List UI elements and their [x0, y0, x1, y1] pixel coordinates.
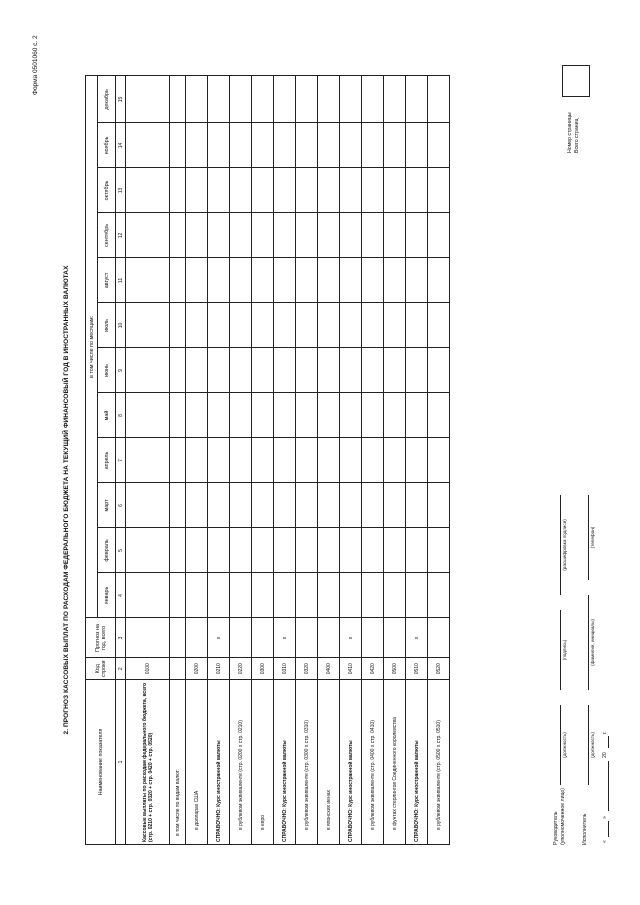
month-value-cell	[384, 213, 406, 258]
row-code: 0200	[186, 658, 208, 680]
month-value-cell	[170, 573, 186, 618]
month-value-cell	[126, 258, 170, 303]
month-value-cell	[126, 76, 170, 123]
date-year-suffix: г.	[602, 731, 608, 734]
month-value-cell	[318, 123, 340, 168]
month-value-cell	[170, 76, 186, 123]
month-value-cell	[296, 213, 318, 258]
month-value-cell	[208, 213, 230, 258]
column-number: 3	[116, 618, 126, 658]
month-value-cell	[340, 528, 362, 573]
month-value-cell	[230, 76, 252, 123]
month-value-cell	[208, 168, 230, 213]
month-value-cell	[126, 213, 170, 258]
column-number: 5	[116, 528, 126, 573]
head-signature-line	[560, 610, 561, 690]
month-value-cell	[208, 438, 230, 483]
month-value-cell	[340, 573, 362, 618]
month-value-cell	[384, 303, 406, 348]
month-value-cell	[170, 528, 186, 573]
month-value-cell	[252, 76, 274, 123]
row-label: СПРАВОЧНО: Курс иностранной валюты	[406, 680, 428, 845]
month-value-cell	[126, 168, 170, 213]
month-value-cell	[384, 393, 406, 438]
column-number: 12	[116, 213, 126, 258]
table-row	[340, 76, 362, 845]
month-value-cell	[186, 213, 208, 258]
executor-name-caption: (фамилия, инициалы)	[590, 619, 595, 666]
month-value-cell	[340, 348, 362, 393]
month-value-cell	[384, 483, 406, 528]
month-value-cell	[186, 393, 208, 438]
month-value-cell	[296, 303, 318, 348]
month-value-cell	[362, 76, 384, 123]
date-year-line	[608, 736, 609, 748]
month-value-cell	[384, 438, 406, 483]
table-row	[296, 76, 318, 845]
month-value-cell	[208, 483, 230, 528]
month-value-cell	[296, 168, 318, 213]
row-label: в рублевом эквиваленте (стр. 0200 х стр. 0210)	[230, 680, 252, 845]
month-value-cell	[170, 258, 186, 303]
month-value-cell	[170, 393, 186, 438]
month-header: декабрь	[98, 76, 116, 123]
row-label: в фунтах стерлингов Соединенного королевства	[384, 680, 406, 845]
column-number: 2	[116, 658, 126, 680]
row-code: 0420	[362, 658, 384, 680]
month-header: сентябрь	[98, 213, 116, 258]
month-header: июль	[98, 303, 116, 348]
table-row	[230, 76, 252, 845]
month-value-cell	[230, 573, 252, 618]
col-forecast-header: Прогноз на год, всего	[86, 618, 116, 658]
month-value-cell	[318, 483, 340, 528]
month-value-cell	[126, 573, 170, 618]
month-value-cell	[406, 213, 428, 258]
month-value-cell	[384, 76, 406, 123]
month-value-cell	[252, 483, 274, 528]
month-value-cell	[186, 348, 208, 393]
month-value-cell	[296, 258, 318, 303]
month-value-cell	[384, 528, 406, 573]
month-value-cell	[318, 528, 340, 573]
month-value-cell	[362, 438, 384, 483]
month-value-cell	[274, 528, 296, 573]
head-signature-caption: (подпись)	[562, 639, 567, 661]
month-value-cell	[406, 528, 428, 573]
month-value-cell	[170, 123, 186, 168]
month-value-cell	[170, 438, 186, 483]
month-value-cell	[170, 213, 186, 258]
month-value-cell	[318, 348, 340, 393]
table-row	[170, 76, 186, 845]
month-value-cell	[230, 168, 252, 213]
month-value-cell	[384, 573, 406, 618]
month-value-cell	[170, 303, 186, 348]
month-value-cell	[126, 438, 170, 483]
row-code: 0100	[126, 658, 170, 680]
month-value-cell	[230, 528, 252, 573]
month-value-cell	[406, 573, 428, 618]
head-decode-caption: (расшифровка подписи)	[562, 519, 567, 571]
month-value-cell	[406, 348, 428, 393]
table-row	[318, 76, 340, 845]
month-value-cell	[274, 76, 296, 123]
row-code: 0500	[384, 658, 406, 680]
month-value-cell	[406, 483, 428, 528]
month-header: июнь	[98, 348, 116, 393]
table-row	[252, 76, 274, 845]
row-label: в рублевом эквиваленте (стр. 0500 х стр. 0510)	[428, 680, 450, 845]
month-value-cell	[362, 213, 384, 258]
month-value-cell	[274, 438, 296, 483]
month-value-cell	[208, 258, 230, 303]
column-number: 11	[116, 258, 126, 303]
col-code-header: Код строки	[86, 658, 116, 680]
month-value-cell	[340, 213, 362, 258]
row-code: 0320	[296, 658, 318, 680]
head-sub: (уполномоченное лицо)	[560, 788, 566, 845]
month-value-cell	[428, 76, 450, 123]
column-number: 15	[116, 76, 126, 123]
month-value-cell	[274, 123, 296, 168]
month-value-cell	[362, 123, 384, 168]
month-value-cell	[230, 258, 252, 303]
table-row	[406, 76, 428, 845]
month-value-cell	[230, 303, 252, 348]
month-value-cell	[230, 393, 252, 438]
date-open-quote: «	[602, 840, 608, 843]
month-value-cell	[252, 303, 274, 348]
month-value-cell	[406, 438, 428, 483]
page-number-box	[562, 65, 590, 97]
month-value-cell	[252, 393, 274, 438]
row-code: 0220	[230, 658, 252, 680]
row-code: 0520	[428, 658, 450, 680]
month-value-cell	[126, 528, 170, 573]
row-label: в рублевом эквиваленте (стр. 0300 х стр. 0310)	[296, 680, 318, 845]
month-value-cell	[296, 76, 318, 123]
month-value-cell	[296, 348, 318, 393]
column-number: 10	[116, 303, 126, 348]
column-number: 13	[116, 168, 126, 213]
month-value-cell	[340, 438, 362, 483]
column-number: 14	[116, 123, 126, 168]
month-value-cell	[296, 573, 318, 618]
month-value-cell	[186, 258, 208, 303]
month-value-cell	[406, 123, 428, 168]
month-value-cell	[170, 168, 186, 213]
month-header: февраль	[98, 528, 116, 573]
month-value-cell	[186, 528, 208, 573]
row-forecast	[384, 618, 406, 658]
month-header: январь	[98, 573, 116, 618]
month-value-cell	[208, 123, 230, 168]
month-value-cell	[362, 258, 384, 303]
row-label: в долларах США	[186, 680, 208, 845]
column-number: 9	[116, 348, 126, 393]
month-value-cell	[170, 483, 186, 528]
month-value-cell	[252, 123, 274, 168]
row-label: в японских иенах	[318, 680, 340, 845]
month-value-cell	[274, 213, 296, 258]
month-value-cell	[384, 123, 406, 168]
row-forecast	[170, 618, 186, 658]
month-value-cell	[186, 123, 208, 168]
table-row	[208, 76, 230, 845]
month-value-cell	[318, 393, 340, 438]
executor-phone-line	[588, 495, 589, 580]
month-value-cell	[230, 123, 252, 168]
month-value-cell	[384, 168, 406, 213]
month-value-cell	[186, 303, 208, 348]
month-value-cell	[252, 528, 274, 573]
month-value-cell	[362, 528, 384, 573]
table-row	[384, 76, 406, 845]
month-value-cell	[208, 393, 230, 438]
month-value-cell	[406, 168, 428, 213]
page-number-label: Номер страницы	[567, 112, 573, 153]
date-close-quote: »	[602, 816, 608, 819]
date-day-line	[608, 821, 609, 837]
month-value-cell	[406, 76, 428, 123]
month-value-cell	[186, 573, 208, 618]
month-value-cell	[208, 573, 230, 618]
month-value-cell	[252, 573, 274, 618]
row-label: в евро	[252, 680, 274, 845]
month-value-cell	[274, 393, 296, 438]
month-value-cell	[340, 168, 362, 213]
month-value-cell	[340, 303, 362, 348]
month-value-cell	[296, 483, 318, 528]
month-value-cell	[274, 258, 296, 303]
month-value-cell	[406, 393, 428, 438]
row-code: 0210	[208, 658, 230, 680]
head-position-caption: (должность)	[562, 732, 567, 758]
month-value-cell	[126, 348, 170, 393]
month-value-cell	[406, 303, 428, 348]
table-row	[362, 76, 384, 845]
column-number: 4	[116, 573, 126, 618]
month-value-cell	[230, 483, 252, 528]
executor-position-line	[588, 705, 589, 785]
month-value-cell	[362, 168, 384, 213]
row-code: 0410	[340, 658, 362, 680]
row-label: СПРАВОЧНО: Курс иностранной валюты	[208, 680, 230, 845]
row-forecast	[230, 618, 252, 658]
month-value-cell	[296, 528, 318, 573]
row-forecast	[318, 618, 340, 658]
month-value-cell	[274, 483, 296, 528]
row-code: 0300	[252, 658, 274, 680]
month-header: апрель	[98, 438, 116, 483]
month-value-cell	[428, 573, 450, 618]
month-value-cell	[428, 528, 450, 573]
month-value-cell	[340, 483, 362, 528]
month-header: ноябрь	[98, 123, 116, 168]
month-value-cell	[362, 393, 384, 438]
month-header: октябрь	[98, 168, 116, 213]
row-label: СПРАВОЧНО: Курс иностранной валюты	[274, 680, 296, 845]
forecast-table	[85, 75, 450, 845]
month-value-cell	[318, 573, 340, 618]
month-value-cell	[362, 348, 384, 393]
row-forecast: х	[340, 618, 362, 658]
month-value-cell	[384, 348, 406, 393]
month-value-cell	[340, 258, 362, 303]
month-value-cell	[318, 438, 340, 483]
month-value-cell	[384, 258, 406, 303]
month-value-cell	[186, 483, 208, 528]
row-code: 0510	[406, 658, 428, 680]
month-value-cell	[428, 483, 450, 528]
month-value-cell	[318, 303, 340, 348]
month-value-cell	[296, 393, 318, 438]
month-value-cell	[340, 123, 362, 168]
column-number: 1	[116, 680, 126, 845]
month-value-cell	[252, 348, 274, 393]
month-value-cell	[126, 303, 170, 348]
column-number: 7	[116, 438, 126, 483]
executor-position-caption: (должность)	[590, 732, 595, 758]
month-value-cell	[318, 76, 340, 123]
table-row	[428, 76, 450, 845]
month-value-cell	[274, 348, 296, 393]
column-number: 8	[116, 393, 126, 438]
month-value-cell	[208, 528, 230, 573]
month-value-cell	[428, 393, 450, 438]
month-value-cell	[208, 76, 230, 123]
executor-name-line	[588, 595, 589, 690]
row-forecast: х	[274, 618, 296, 658]
month-value-cell	[252, 258, 274, 303]
head-decode-line	[560, 495, 561, 595]
col-name-header: Наименование показателя	[86, 680, 116, 845]
row-code: 0310	[274, 658, 296, 680]
date-year-prefix: 20	[602, 752, 608, 758]
month-value-cell	[318, 213, 340, 258]
month-value-cell	[230, 348, 252, 393]
month-value-cell	[126, 123, 170, 168]
row-forecast	[296, 618, 318, 658]
month-value-cell	[362, 483, 384, 528]
page-title: 2. ПРОГНОЗ КАССОВЫХ ВЫПЛАТ ПО РАСХОДАМ ФЕДЕРАЛЬНОГО БЮДЖЕТА НА ТЕКУЩИЙ ФИНАНСОВЫЙ ГОД В ИНОСТРАННЫХ ВАЛЮТАХ	[63, 265, 70, 735]
month-value-cell	[428, 258, 450, 303]
month-value-cell	[340, 393, 362, 438]
row-forecast: х	[208, 618, 230, 658]
month-value-cell	[296, 123, 318, 168]
month-value-cell	[208, 348, 230, 393]
row-label: СПРАВОЧНО: Курс иностранной валюты	[340, 680, 362, 845]
month-value-cell	[186, 76, 208, 123]
month-value-cell	[252, 438, 274, 483]
month-header: март	[98, 483, 116, 528]
table-row	[186, 76, 208, 845]
month-header: май	[98, 393, 116, 438]
month-value-cell	[318, 168, 340, 213]
executor-phone-caption: (телефон)	[590, 526, 595, 549]
month-value-cell	[340, 76, 362, 123]
month-value-cell	[230, 213, 252, 258]
head-label: Руководитель	[553, 811, 559, 845]
row-label: в рублевом эквиваленте (стр. 0400 х стр. 0410)	[362, 680, 384, 845]
month-value-cell	[296, 438, 318, 483]
row-forecast: х	[406, 618, 428, 658]
month-value-cell	[274, 303, 296, 348]
month-value-cell	[406, 258, 428, 303]
month-value-cell	[428, 438, 450, 483]
row-forecast	[126, 618, 170, 658]
row-label: в том числе по видам валют:	[170, 680, 186, 845]
total-pages-label: Всего страниц	[574, 118, 580, 153]
month-value-cell	[252, 168, 274, 213]
month-value-cell	[126, 483, 170, 528]
month-value-cell	[208, 303, 230, 348]
head-position-line	[560, 705, 561, 785]
month-value-cell	[362, 303, 384, 348]
months-group-header: в том числе по месяцам:	[86, 76, 98, 618]
row-label: Кассовые выплаты по расходам федерального бюджета, всего (стр. 0210 + стр. 0320 + стр. 0420 + стр. 0520)	[126, 680, 170, 845]
month-value-cell	[428, 348, 450, 393]
row-code: 0400	[318, 658, 340, 680]
month-value-cell	[186, 168, 208, 213]
month-value-cell	[318, 258, 340, 303]
month-value-cell	[428, 168, 450, 213]
month-value-cell	[428, 213, 450, 258]
executor-label: Исполнитель	[582, 813, 588, 845]
row-code	[170, 658, 186, 680]
month-value-cell	[230, 438, 252, 483]
table-row	[274, 76, 296, 845]
column-number: 6	[116, 483, 126, 528]
row-forecast	[362, 618, 384, 658]
month-value-cell	[126, 393, 170, 438]
month-value-cell	[274, 573, 296, 618]
month-value-cell	[428, 123, 450, 168]
month-value-cell	[252, 213, 274, 258]
month-value-cell	[186, 438, 208, 483]
month-value-cell	[274, 168, 296, 213]
month-value-cell	[362, 573, 384, 618]
table-row	[126, 76, 170, 845]
row-forecast	[186, 618, 208, 658]
row-forecast	[252, 618, 274, 658]
date-month-line	[608, 761, 609, 811]
month-value-cell	[170, 348, 186, 393]
form-number: Форма 0501060 с. 2	[32, 35, 39, 95]
row-forecast	[428, 618, 450, 658]
month-header: август	[98, 258, 116, 303]
month-value-cell	[428, 303, 450, 348]
